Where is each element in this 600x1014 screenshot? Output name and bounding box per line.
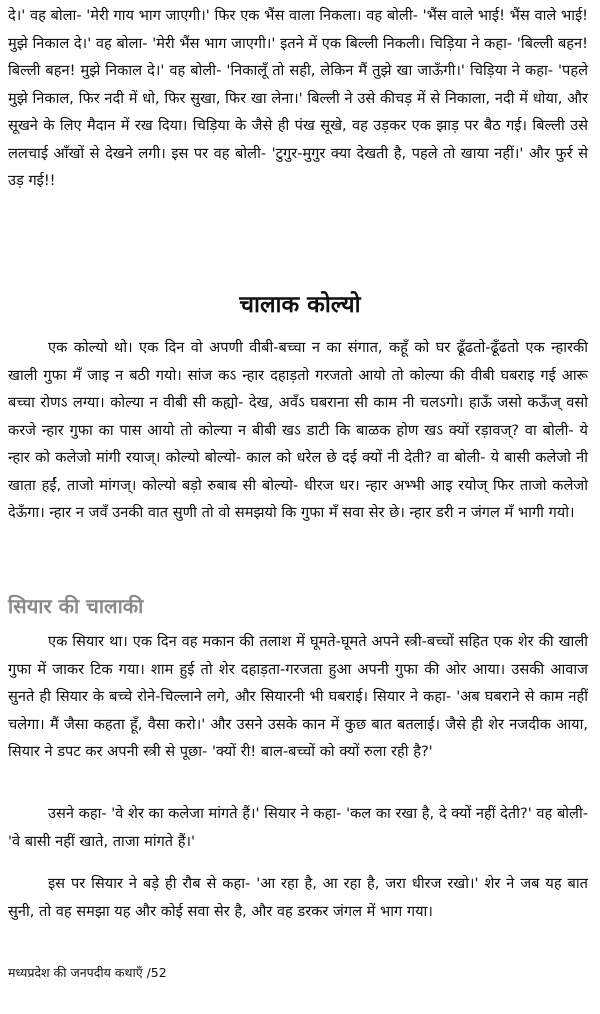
- page-footer: मध्यप्रदेश की जनपदीय कथाएँ /52: [8, 965, 167, 980]
- siyar-paragraph-1: एक सियार था। एक दिन वह मकान की तलाश में घूमते-घूमते अपने स्त्री-बच्चों सहित एक शेर की खाली गुफा में जाकर टिक गया। शाम हुई तो शेर दहाड़ता-गरजता हुआ अपनी गुफा की ओर आया। उसकी आवाज सुनते ही सियार के बच्चे रोने-चिल्लाने लगे, और सियारनी भी घबराई। सियार ने कहा- 'अब घबराने से काम नहीं चलेगा। मैं जैसा कहता हूँ, वैसा करो।' और उसने उसके कान में कुछ बात बतलाई। जैसे ही शेर नजदीक आया, सियार ने डपट कर अपनी स्त्री से पूछा- 'क्यों री! बाल-बच्चों को क्यों रुला रही है?': [8, 633, 589, 760]
- section-heading: सियार की चालाकी: [8, 594, 144, 618]
- intro-paragraph: दे।' वह बोला- 'मेरी गाय भाग जाएगी।' फिर एक भैंस वाला निकला। वह बोली- 'भैंस वाले भाई! भैंस वाले भाई! मुझे निकाल दे।' वह बोला- 'मेरी भैंस भाग जाएगी।' इतने में एक बिल्ली निकली। चिड़िया ने कहा- 'बिल्ली बहन! बिल्ली बहन! मुझे निकाल दे।' वह बोली- 'निकालूँ तो सही, लेकिन मैं तुझे खा जाऊँगी।' चिड़िया ने कहा- 'पहले मुझे निकाल, फिर नदी में धो, फिर सुखा, फिर खा लेना।' बिल्ली ने उसे कीचड़ में से निकाला, नदी में धोया, और सूखने के लिए मैदान में रख दिया। चिड़िया के जैसे ही पंख सूखे, वह उड़कर एक झाड़ पर बैठ गई। बिल्ली उसे ललचाई आँखों से देखने लगी। इस पर वह बोली- 'टुगुर-मुगुर क्या देखती है, पहले तो खाया नहीं।' और फुर्र से उड़ गई!!: [8, 7, 588, 189]
- koylo-paragraph: एक कोल्यो थो। एक दिन वो अपणी वीबी-बच्चा न का संगात, कहूँ को घर ढूँढतो-ढूँढतो एक न्हारकी खाली गुफा मँ जाइ न बठी गयो। सांज कऽ न्हार दहाड़तो गरजतो आयो तो कोल्या की वीबी घबराइ गई आरू बच्चा रोणऽ लग्या। कोल्या न वीबी सी कह्यो- देख, अवँऽ घबराना सी काम नी चलऽगो। हाऊँ जसो कऊँज् वसो करजे न्हार गुफा का पास आयो तो कोल्या न बीबी खऽ डाटी कि बाळक होण खऽ क्यों रड़ावज्? वा बोली- ये न्हार को कलेजो मांगी रयाज्। कोल्यो बोल्यो- काल को धरेल छे दई क्यों नी देती? वा बोली- ये बासी कलेजो नी खाता हईं, ताजो मांगज्। कोल्यो बड़ो रुबाब सी बोल्यो- धीरज धर। न्हार अभ्भी आइ रयोज् फिर ताजो कलेजो देऊँगा। न्हार न जवँ उनकी वात सुणी तो वो समझयो कि गुफा मँ सवा सेर छे। न्हार डरी न जंगल मँ भागी गयो।: [8, 339, 588, 521]
- siyar-paragraph-3: इस पर सियार ने बड़े ही रौब से कहा- 'आ रहा है, आ रहा है, जरा धीरज रखो।' शेर ने जब यह बात सुनी, तो वह समझा यह और कोई सवा सेर है, और वह डरकर जंगल में भाग गया।: [8, 875, 588, 920]
- siyar-paragraph-2: उसने कहा- 'वे शेर का कलेजा मांगते हैं।' सियार ने कहा- 'कल का रखा है, दे क्यों नहीं देती?' वह बोली- 'वे बासी नहीं खाते, ताजा मांगते हैं।': [8, 805, 588, 850]
- story-title: चालाक कोल्यो: [239, 292, 361, 318]
